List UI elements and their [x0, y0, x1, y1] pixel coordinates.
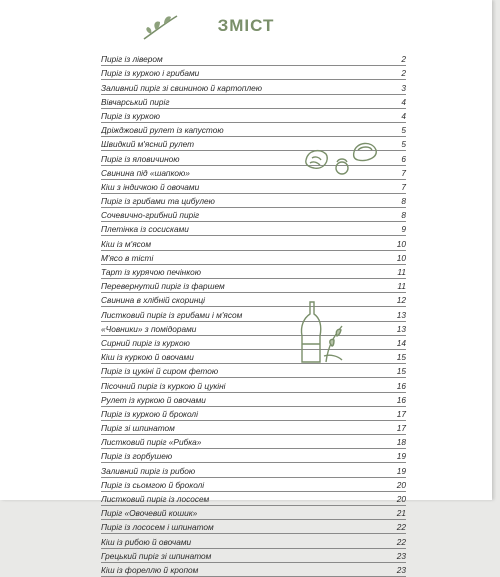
toc-entry-title: Тарт із курячою печінкою: [101, 267, 201, 277]
toc-entry-page: 13: [396, 309, 406, 320]
toc-entry-title: Свинина в хлібній скоринці: [101, 295, 205, 306]
toc-entry: [101, 563, 406, 577]
toc-entry-page: 3: [401, 82, 406, 93]
toc-entry-title: Пиріг із горбушею: [101, 451, 173, 462]
toc-entry: [101, 336, 406, 350]
toc-entry: [101, 435, 406, 449]
toc-entry-title: Плетінка із сосисками: [101, 224, 189, 235]
toc-entry: [101, 251, 406, 265]
toc-entry-title: Пиріг із лівером: [101, 54, 163, 65]
toc-entry: [101, 222, 406, 236]
toc-entry-title: Пиріг із лососем і шпинатом: [101, 522, 214, 533]
toc-entry-page: 17: [396, 408, 406, 419]
toc-entry-page: 22: [396, 536, 406, 547]
toc-entry-title: Сочевично-грибний пиріг: [101, 210, 200, 221]
toc-entry: [101, 549, 406, 563]
vegetables-icon: [302, 132, 382, 180]
toc-entry-title: Кіш із куркою й овочами: [101, 352, 194, 363]
toc-entry: [101, 364, 406, 378]
toc-entry-title: Перевернутий пиріг із фаршем: [101, 281, 225, 292]
toc-entry: [101, 322, 406, 336]
toc-entry-title: Пиріг «Овочевий кошик»: [101, 508, 198, 519]
toc-entry-page: 20: [396, 494, 406, 504]
toc-entry-page: 7: [401, 167, 406, 178]
toc-entry: [101, 463, 406, 477]
toc-entry-title: Пиріг із куркою й броколі: [101, 408, 198, 419]
page-title: ЗМІСТ: [217, 16, 275, 35]
toc-entry-title: Вівчарський пиріг: [101, 96, 170, 107]
toc-entry-page: 22: [396, 522, 406, 533]
toc-entry-title: Пиріг із куркою: [101, 110, 160, 121]
toc-entry-title: Листковий пиріг із лососем: [101, 494, 210, 504]
toc-entry: [101, 208, 406, 222]
toc-entry-page: 5: [401, 125, 406, 136]
toc-entry-title: Заливний пиріг із рибою: [101, 465, 196, 476]
toc-entry-title: Пиріг із куркою і грибами: [101, 68, 200, 79]
toc-entry-page: 16: [396, 380, 406, 391]
toc-entry-title: Рулет із куркою й овочами: [101, 394, 206, 405]
toc-entry-title: Пиріг із сьомгою й броколі: [101, 479, 205, 490]
toc-entry: [101, 265, 406, 279]
toc-entry-title: Кіш із фореллю й кропом: [101, 564, 199, 575]
toc-entry: [101, 421, 406, 435]
toc-entry: [101, 378, 406, 392]
toc-entry: [101, 506, 406, 520]
toc-entry-page: 8: [401, 196, 406, 207]
toc-entry-page: 8: [401, 210, 406, 221]
toc-entry-page: 4: [401, 96, 406, 107]
toc-entry-title: Листковий пиріг із грибами і м'ясом: [101, 309, 243, 320]
toc-entry: [101, 350, 406, 364]
toc-entry-title: Пиріг із яловичиною: [101, 153, 180, 164]
toc-entry-page: 10: [396, 238, 406, 249]
toc-entry: [101, 279, 406, 293]
toc-entry: [101, 80, 406, 94]
toc-entry: [101, 478, 406, 492]
toc-entry: [101, 492, 406, 506]
toc-entry-page: 19: [396, 451, 406, 462]
toc-entry-page: 2: [401, 54, 406, 65]
toc-entry-page: 20: [396, 479, 406, 490]
toc-entry-title: Заливний пиріг зі свининою й картоплею: [101, 82, 262, 93]
toc-entry-title: Пиріг із грибами та цибулею: [101, 196, 215, 207]
toc-entry: [101, 293, 406, 307]
toc-entry-title: Сирний пиріг із куркою: [101, 337, 190, 348]
toc-entry-page: 15: [396, 366, 406, 377]
toc-entry-title: «Човники» з помідорами: [101, 323, 197, 334]
toc-entry: [101, 534, 406, 548]
toc-entry-page: 6: [401, 153, 406, 164]
toc-entry-title: М'ясо в тісті: [101, 252, 154, 263]
toc-entry-title: Кіш із м'ясом: [101, 238, 152, 249]
oil-bottle-icon: [296, 296, 346, 368]
toc-entry-title: Пиріг із цукіні й сиром фетою: [101, 366, 219, 377]
toc-entry-page: 10: [396, 252, 406, 263]
toc-entry: [101, 520, 406, 534]
toc-entry: [101, 236, 406, 250]
toc-entry: [101, 66, 406, 80]
toc-entry: [101, 194, 406, 208]
toc-entry-title: Грецький пиріг зі шпинатом: [101, 550, 212, 561]
table-of-contents: [101, 52, 406, 577]
toc-entry-title: Кіш із рибою й овочами: [101, 536, 192, 547]
toc-entry-page: 23: [396, 564, 406, 575]
toc-entry: [101, 95, 406, 109]
toc-entry-page: 17: [396, 423, 406, 434]
toc-entry-page: 11: [397, 267, 406, 277]
toc-entry-title: Кіш з індичкою й овочами: [101, 181, 200, 192]
toc-entry-page: 12: [396, 295, 406, 306]
toc-entry-title: Пісочний пиріг із куркою й цукіні: [101, 380, 226, 391]
toc-entry-page: 16: [396, 394, 406, 405]
toc-entry-page: 2: [401, 68, 406, 79]
toc-entry: [101, 407, 406, 421]
toc-entry: [101, 449, 406, 463]
toc-entry: [101, 109, 406, 123]
toc-entry-page: 19: [396, 465, 406, 476]
toc-entry-page: 23: [396, 550, 406, 561]
toc-entry-page: 13: [396, 323, 406, 334]
toc-entry: [101, 393, 406, 407]
toc-entry-page: 14: [396, 337, 406, 348]
toc-entry-page: 5: [401, 139, 406, 150]
toc-entry-page: 21: [396, 508, 406, 519]
toc-entry-page: 9: [401, 224, 406, 235]
toc-entry-page: 7: [401, 181, 406, 192]
toc-entry: [101, 180, 406, 194]
toc-entry-page: 18: [396, 437, 406, 448]
toc-entry-page: 4: [401, 110, 406, 121]
toc-entry-title: Пиріг зі шпинатом: [101, 423, 175, 434]
toc-entry-title: Швидкий м'ясний рулет: [101, 139, 195, 150]
toc-entry-page: 11: [397, 281, 406, 292]
toc-entry: [101, 52, 406, 66]
toc-entry-title: Дріжджовий рулет із капустою: [101, 125, 224, 136]
toc-entry-page: 15: [396, 352, 406, 363]
toc-entry-title: Свинина під «шапкою»: [101, 167, 190, 178]
toc-entry: [101, 307, 406, 321]
toc-entry-title: Листковий пиріг «Рибка»: [101, 437, 202, 448]
